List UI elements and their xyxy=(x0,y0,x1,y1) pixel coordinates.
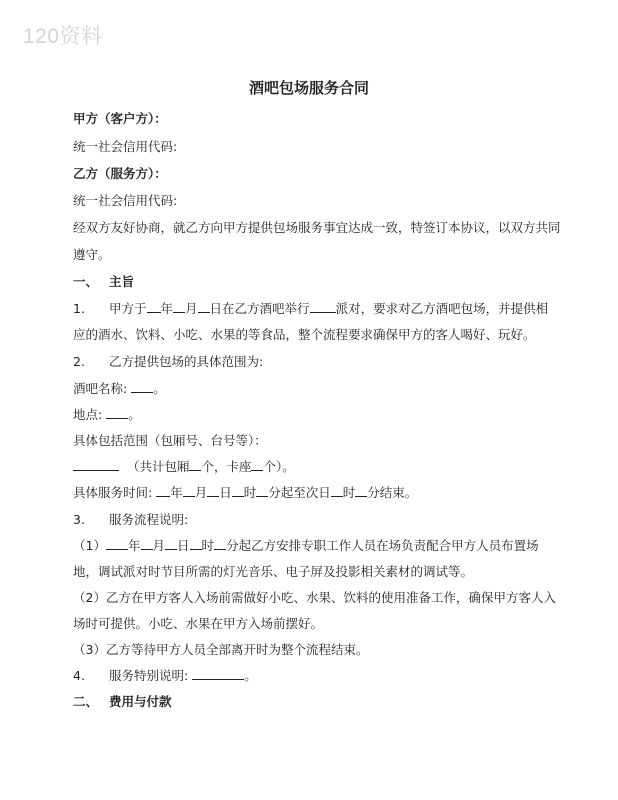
s1-year: 年 xyxy=(128,538,141,553)
item-1-year: 年 xyxy=(160,301,174,316)
blank-booths xyxy=(251,458,263,471)
item-4-end: 。 xyxy=(244,668,257,683)
item-2 xyxy=(73,352,263,370)
st-month: 月 xyxy=(194,485,208,500)
scope-booths: 个，卡座 xyxy=(201,459,252,474)
blank-s1-year xyxy=(106,537,128,550)
blank-st-month xyxy=(183,484,195,497)
contract-title: 酒吧包场服务合同 xyxy=(248,79,369,97)
item-1-venue: 日在乙方酒吧举行 xyxy=(209,301,310,316)
bar-name-label: 酒吧名称: xyxy=(73,381,128,396)
item-4-label: 服务特别说明: xyxy=(109,668,189,683)
blank-scope xyxy=(73,458,119,471)
st-day: 日 xyxy=(219,485,232,500)
location-label: 地点: xyxy=(73,407,103,422)
step-3-text: 乙方等待甲方人员全部离开时为整个流程结束。 xyxy=(106,642,369,657)
blank-party xyxy=(310,300,336,313)
blank-special-notes xyxy=(192,667,244,680)
item-1-line-2: 应的酒水、饮料、小吃、水果的等食品，整个流程要求确保甲方的客人喝好、玩好。 xyxy=(73,327,536,342)
watermark: 120资料 xyxy=(23,25,103,48)
service-time-label: 具体服务时间: xyxy=(73,485,153,500)
s1-month: 月 xyxy=(152,538,166,553)
section-1-heading xyxy=(73,272,134,290)
item-2-text: 乙方提供包场的具体范围为: xyxy=(109,354,264,369)
item-2-number: 2. xyxy=(73,354,85,369)
s1-text: 分起乙方安排专职工作人员在场负责配合甲方人员布置场 xyxy=(226,538,539,553)
step-1-line-2: 地，调试派对时节目所需的灯光音乐、电子屏及投影相关素材的调试等。 xyxy=(73,564,474,579)
st-next-day: 分起至次日 xyxy=(268,485,331,500)
blank-st-hour2 xyxy=(331,484,343,497)
section-2-heading xyxy=(73,692,172,710)
scope-line xyxy=(73,457,295,475)
blank-rooms xyxy=(189,458,201,471)
party-b-credit-code: 统一社会信用代码: xyxy=(73,193,178,208)
step-2-line-2: 场时可提供。小吃、水果在甲方入场前摆好。 xyxy=(73,616,324,631)
section-2-number: 二、 xyxy=(73,694,99,709)
blank-month xyxy=(173,300,185,313)
location-end: 。 xyxy=(128,407,141,422)
item-3-text: 服务流程说明: xyxy=(109,512,189,527)
bar-name xyxy=(73,379,166,397)
blank-s1-hour xyxy=(190,537,202,550)
st-hour2: 时 xyxy=(342,485,356,500)
s1-day: 日 xyxy=(177,538,190,553)
item-1-text: 甲方于 xyxy=(109,301,147,316)
step-3-number: （3） xyxy=(73,642,106,657)
st-hour: 时 xyxy=(243,485,257,500)
blank-s1-day xyxy=(165,537,177,550)
step-2-number: （2） xyxy=(73,590,106,605)
blank-day xyxy=(198,300,210,313)
st-end: 分结束。 xyxy=(367,485,418,500)
scope-label: 具体包括范围（包厢号、台号等）： xyxy=(73,433,267,448)
item-1-request: 派对，要求对乙方酒吧包场，并提供相 xyxy=(335,301,549,316)
blank-st-min xyxy=(256,484,268,497)
item-3-number: 3. xyxy=(73,512,85,527)
location xyxy=(73,405,141,423)
step-1 xyxy=(73,536,539,554)
s1-hour: 时 xyxy=(201,538,215,553)
service-time xyxy=(73,483,417,501)
scope-end: 个）。 xyxy=(263,459,295,474)
party-a-credit-code: 统一社会信用代码: xyxy=(73,139,178,154)
item-4-number: 4. xyxy=(73,668,85,683)
item-3 xyxy=(73,510,188,528)
item-4 xyxy=(73,666,257,684)
section-2-title: 费用与付款 xyxy=(109,694,172,709)
intro-line-1: 经双方友好协商，就乙方向甲方提供包场服务事宜达成一致，特签订本协议，以双方共同 xyxy=(73,220,561,235)
step-3 xyxy=(73,640,369,658)
blank-st-day xyxy=(207,484,219,497)
item-1-month: 月 xyxy=(185,301,198,316)
blank-st-min2 xyxy=(355,484,367,497)
blank-s1-month xyxy=(141,537,153,550)
step-1-number: （1） xyxy=(73,538,106,553)
intro-line-2: 遵守。 xyxy=(73,247,111,262)
st-year: 年 xyxy=(170,485,183,500)
bar-name-end: 。 xyxy=(153,381,166,396)
item-1 xyxy=(73,299,548,317)
party-a-label: 甲方（客户方）： xyxy=(73,111,167,126)
step-2-text: 乙方在甲方客人入场前需做好小吃、水果、饮料的使用准备工作，确保甲方客人入 xyxy=(106,590,557,605)
party-b-label: 乙方（服务方）： xyxy=(73,166,167,181)
section-1-number: 一、 xyxy=(73,274,99,289)
blank-bar-name xyxy=(131,380,153,393)
blank-location xyxy=(106,406,128,419)
blank-st-hour xyxy=(232,484,244,497)
blank-st-year xyxy=(156,484,170,497)
section-1-title: 主旨 xyxy=(109,274,135,289)
step-2 xyxy=(73,588,556,606)
blank-year xyxy=(147,300,161,313)
item-1-number: 1. xyxy=(73,301,85,316)
blank-s1-min xyxy=(214,537,226,550)
scope-rooms: （共计包厢 xyxy=(126,459,190,474)
